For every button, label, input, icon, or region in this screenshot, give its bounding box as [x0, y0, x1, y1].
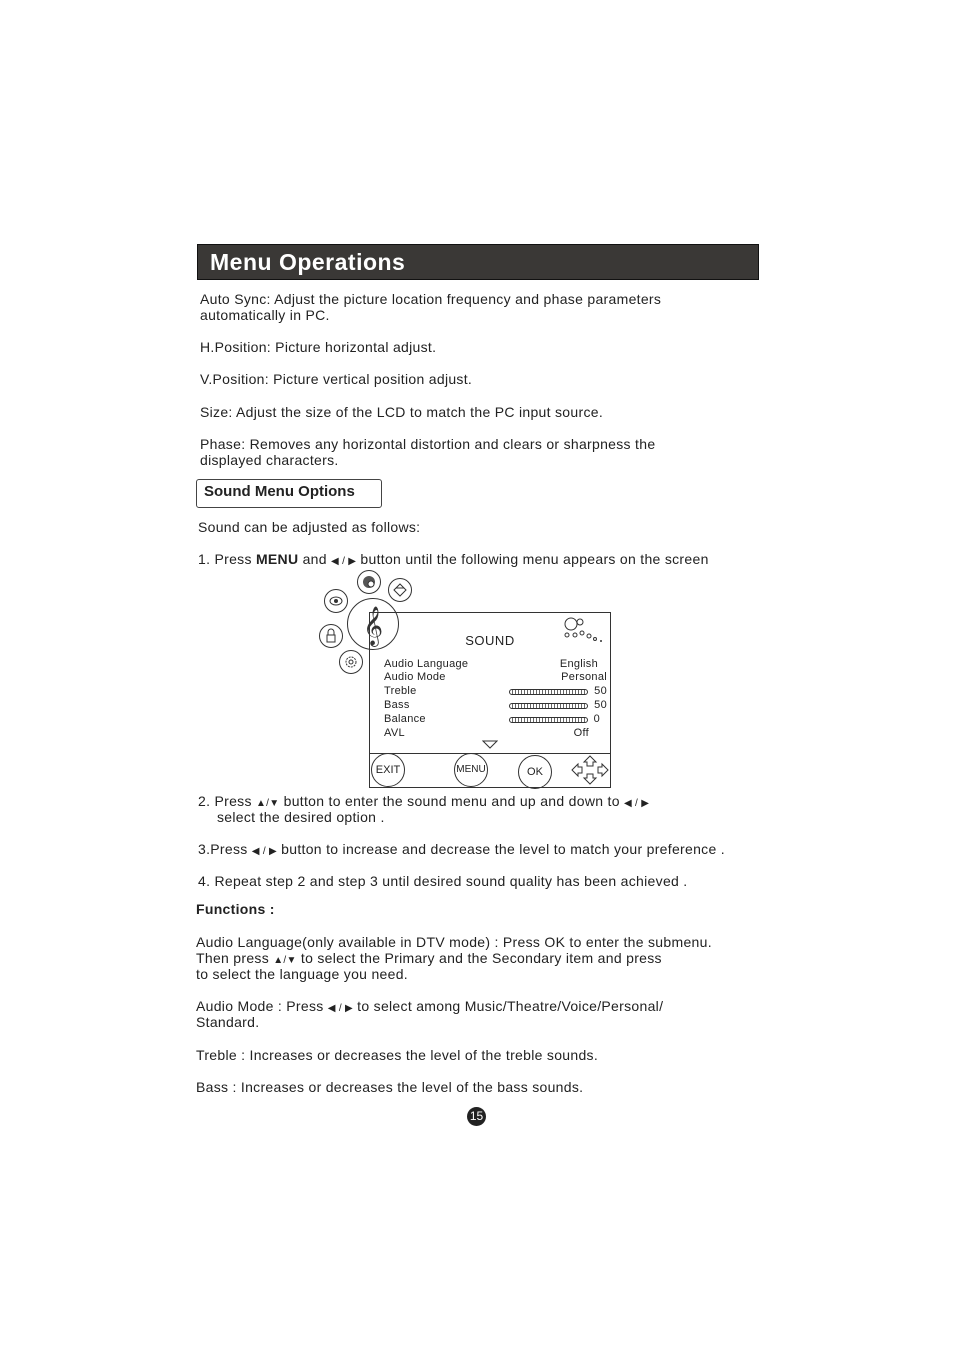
osd-label-avl[interactable]: AVL [384, 727, 405, 739]
osd-value-audio-language: English [559, 658, 598, 670]
auto-sync-text-1: Auto Sync: Adjust the picture location frequency and phase parameters [200, 291, 662, 307]
audio-mode-post: to select among Music/Theatre/Voice/Personal/ [352, 998, 664, 1014]
h-position-text: H.Position: Picture horizontal adjust. [200, 339, 437, 355]
dpad-icon[interactable] [570, 754, 610, 786]
exit-button[interactable]: EXIT [371, 753, 405, 787]
step-1-mid: and [298, 551, 332, 567]
page-number: 15 [467, 1107, 486, 1126]
step-1-post: button until the following menu appears on the screen [356, 551, 709, 567]
settings-icon [339, 650, 363, 674]
bass-text: Bass : Increases or decreases the level of the bass sounds. [196, 1079, 584, 1095]
audio-mode-text-2: Standard. [196, 1014, 260, 1030]
osd-label-bass[interactable]: Bass [384, 699, 410, 711]
audio-language-text-1: Audio Language(only available in DTV mode) : Press OK to enter the submenu. [196, 934, 712, 950]
v-position-text: V.Position: Picture vertical position adjust. [200, 371, 473, 387]
osd-label-audio-mode[interactable]: Audio Mode [384, 671, 446, 683]
step-4: 4. Repeat step 2 and step 3 until desired sound quality has been achieved . [198, 873, 688, 889]
step-2-post: button to enter the sound menu and up and down to [279, 793, 624, 809]
phase-text-2: displayed characters. [200, 452, 339, 468]
osd-label-audio-language[interactable]: Audio Language [384, 658, 469, 670]
osd-title: SOUND [465, 633, 515, 648]
step-2-line-2: select the desired option . [217, 809, 385, 825]
phase-text-1: Phase: Removes any horizontal distortion and clears or sharpness the [200, 436, 656, 452]
audio-mode-text-1 [196, 998, 663, 1017]
left-right-arrows-icon: ◀ / ▶ [623, 798, 650, 809]
section-heading: Sound Menu Options [204, 483, 355, 500]
left-right-arrows-icon: ◀ / ▶ [327, 1003, 353, 1014]
step-1-pre: 1. Press [198, 551, 256, 567]
functions-heading: Functions : [196, 901, 275, 917]
left-right-arrows-icon: ◀ / ▶ [331, 556, 357, 567]
page-title: Menu Operations [210, 249, 406, 275]
audio-language-text-3: to select the language you need. [196, 966, 408, 982]
osd-value-bass: 50 [594, 699, 607, 711]
step-3 [198, 841, 725, 860]
scroll-down-icon[interactable] [482, 740, 498, 749]
balance-slider[interactable] [509, 717, 588, 723]
osd-label-balance[interactable]: Balance [384, 713, 426, 725]
osd-label-treble[interactable]: Treble [384, 685, 417, 697]
sound-osd-window [369, 612, 611, 788]
eye-icon [324, 589, 348, 613]
ok-button[interactable]: OK [518, 755, 552, 789]
treble-slider[interactable] [509, 689, 588, 695]
bass-slider[interactable] [509, 703, 588, 709]
osd-value-avl: Off [573, 727, 589, 739]
page-title-bar [197, 244, 759, 280]
osd-value-treble: 50 [594, 685, 607, 697]
step-3-pre: 3.Press [198, 841, 252, 857]
up-down-arrows-icon: ▲/▼ [255, 798, 280, 809]
steps-lead: Sound can be adjusted as follows: [198, 519, 421, 535]
menu-button[interactable]: MENU [454, 753, 488, 787]
step-3-post: button to increase and decrease the level to match your preference . [276, 841, 725, 857]
osd-value-audio-mode: Personal [561, 671, 607, 683]
size-text: Size: Adjust the size of the LCD to match the PC input source. [200, 404, 604, 420]
audio-mode-pre: Audio Mode : Press [196, 998, 328, 1014]
audio-language-post: to select the Primary and the Secondary item and press [296, 950, 662, 966]
up-down-arrows-icon: ▲/▼ [273, 955, 297, 966]
left-right-arrows-icon: ◀ / ▶ [251, 846, 277, 857]
picture-icon [357, 570, 381, 594]
step-2-pre: 2. Press [198, 793, 256, 809]
section-heading-box [196, 479, 382, 508]
audio-language-pre: Then press [196, 950, 274, 966]
menu-key: MENU [255, 551, 299, 567]
svg-text:𝄞: 𝄞 [363, 606, 384, 646]
treble-slider-fill [510, 690, 549, 694]
lock-icon [319, 624, 343, 648]
osd-value-balance: 0 [593, 713, 600, 725]
step-1 [198, 551, 709, 570]
treble-text: Treble : Increases or decreases the level of the treble sounds. [196, 1047, 599, 1063]
auto-sync-text-2: automatically in PC. [200, 307, 330, 323]
